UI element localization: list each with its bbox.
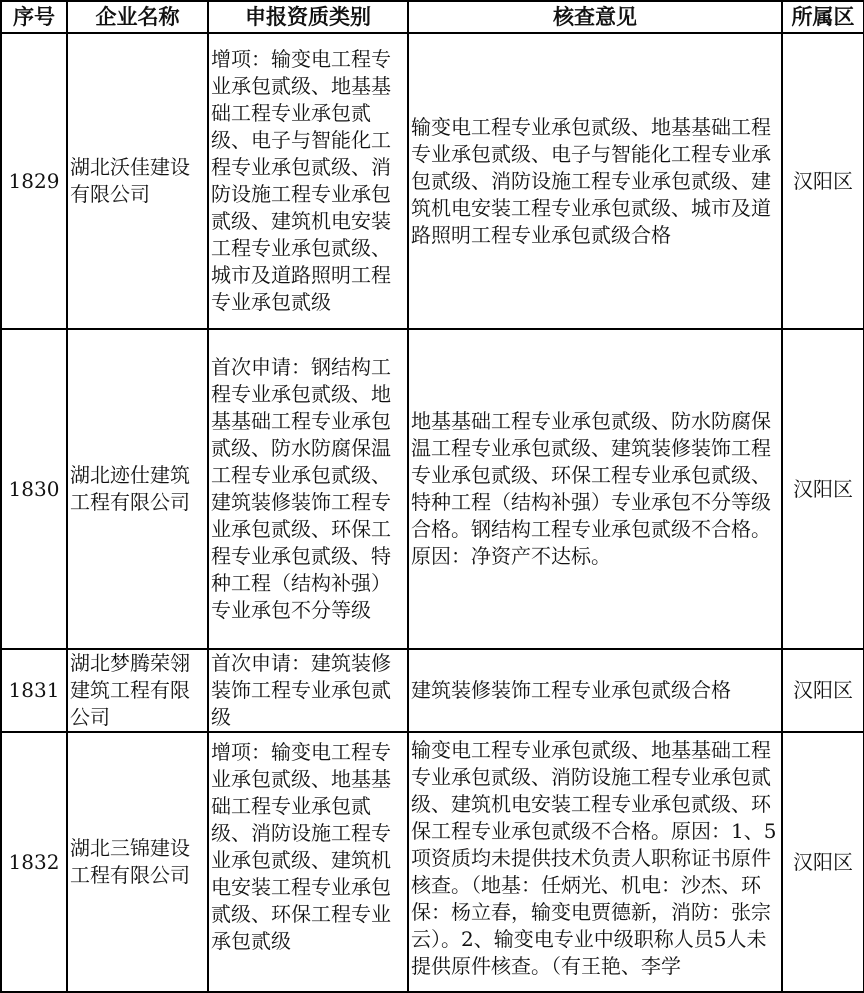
row-company: 湖北三锦建设工程有限公司 — [67, 732, 208, 992]
row-district: 汉阳区 — [782, 329, 864, 649]
row-company: 湖北梦腾荣翎建筑工程有限公司 — [67, 649, 208, 732]
header-district: 所属区 — [782, 1, 864, 33]
row-opinion-cell — [408, 732, 782, 992]
row-opinion: 建筑装修装饰工程专业承包贰级合格 — [408, 649, 782, 732]
row-index: 1830 — [1, 329, 67, 649]
row-opinion: 地基基础工程专业承包贰级、防水防腐保温工程专业承包贰级、建筑装修装饰工程专业承包贰级、环保工程专业承包贰级、特种工程（结构补强）专业承包不分等级合格。钢结构工程专业承包贰级不合格。原因：净资产不达标。 — [408, 329, 782, 649]
header-qualification: 申报资质类别 — [208, 1, 408, 33]
row-district: 汉阳区 — [782, 649, 864, 732]
row-opinion: 输变电工程专业承包贰级、地基基础工程专业承包贰级、消防设施工程专业承包贰级、建筑机电安装工程专业承包贰级、环保工程专业承包贰级不合格。原因：1、5项资质均未提供技术负责人职称证书原件核查。（地基：任炳光、机电：沙杰、环保：杨立春，输变电贾德新，消防：张宗云）。2、输变电专业中级职称人员5人未提供原件核查。（有王艳、李学 — [411, 738, 777, 978]
row-qualification: 首次申请：钢结构工程专业承包贰级、地基基础工程专业承包贰级、防水防腐保温工程专业承包贰级、建筑装修装饰工程专业承包贰级、环保工程专业承包贰级、特种工程（结构补强）专业承包不分等级 — [208, 329, 408, 649]
header-company: 企业名称 — [67, 1, 208, 33]
header-opinion: 核查意见 — [408, 1, 782, 33]
row-index: 1832 — [1, 732, 67, 992]
header-row — [1, 1, 864, 33]
row-qualification: 首次申请：建筑装修装饰工程专业承包贰级 — [208, 649, 408, 732]
row-index: 1831 — [1, 649, 67, 732]
header-index: 序号 — [1, 1, 67, 33]
row-company: 湖北迹仕建筑工程有限公司 — [67, 329, 208, 649]
row-company: 湖北沃佳建设有限公司 — [67, 33, 208, 329]
row-index: 1829 — [1, 33, 67, 329]
row-qualification-cell — [208, 732, 408, 992]
table-row — [1, 329, 864, 649]
table-row — [1, 732, 864, 992]
row-qualification: 增项：输变电工程专业承包贰级、地基基础工程专业承包贰级、消防设施工程专业承包贰级、建筑机电安装工程专业承包贰级、环保工程专业承包贰级 — [211, 740, 391, 953]
table-row — [1, 649, 864, 732]
table-row — [1, 33, 864, 329]
row-qualification: 增项：输变电工程专业承包贰级、地基基础工程专业承包贰级、电子与智能化工程专业承包贰级、消防设施工程专业承包贰级、建筑机电安装工程专业承包贰级、城市及道路照明工程专业承包贰级 — [208, 33, 408, 329]
row-opinion: 输变电工程专业承包贰级、地基基础工程专业承包贰级、电子与智能化工程专业承包贰级、消防设施工程专业承包贰级、建筑机电安装工程专业承包贰级、城市及道路照明工程专业承包贰级合格 — [408, 33, 782, 329]
row-district: 汉阳区 — [782, 33, 864, 329]
row-district: 汉阳区 — [782, 732, 864, 992]
